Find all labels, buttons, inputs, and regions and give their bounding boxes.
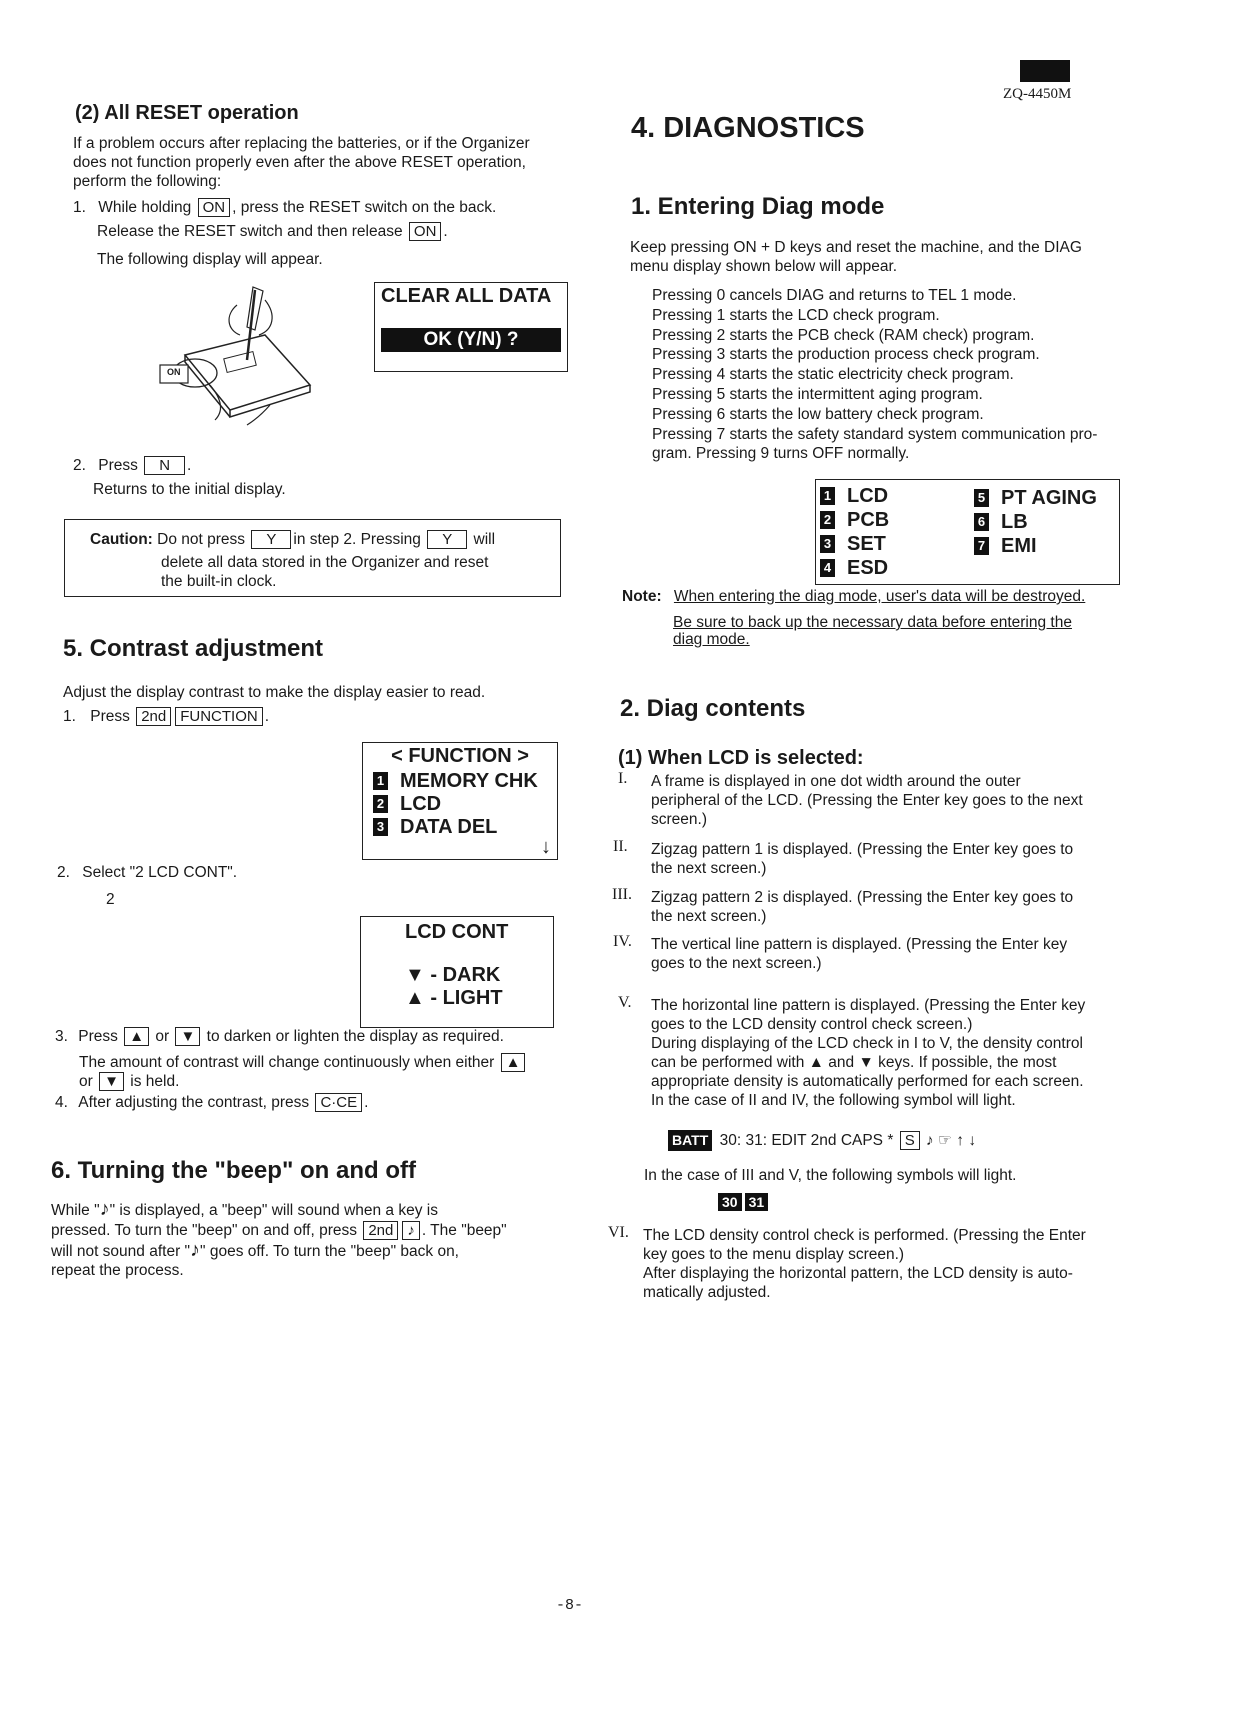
diag-note-2: Be sure to back up the necessary data before entering the	[673, 614, 1072, 631]
diag-list-item: Pressing 2 starts the PCB check (RAM check) program.	[652, 326, 1035, 344]
y-key: Y	[251, 530, 291, 549]
diag-list-item: Pressing 5 starts the intermittent aging program.	[652, 385, 983, 403]
contents-item-line: The vertical line pattern is displayed. (Pressing the Enter key	[651, 936, 1068, 953]
diag-menu-item	[820, 556, 889, 580]
symbol-31: 31	[745, 1193, 769, 1211]
contents-item-line: appropriate density is automatically performed for each screen.	[651, 1073, 1084, 1090]
diag-menu-label: EMI	[1001, 535, 1037, 557]
contents-item-line: screen.)	[651, 811, 707, 828]
header-black-tab	[1020, 60, 1070, 82]
diag-menu-item	[820, 508, 889, 532]
all-reset-step1b: Release the RESET switch and then release ON .	[97, 223, 448, 240]
contents-item-line: Zigzag pattern 2 is displayed. (Pressing the Enter key goes to	[651, 889, 1074, 906]
all-reset-step2-desc: Returns to the initial display.	[93, 481, 286, 498]
contents-item-line: goes to the LCD density control check screen.)	[651, 1016, 973, 1033]
caution-label: Caution:	[90, 531, 153, 548]
entering-intro: Keep pressing ON + D keys and reset the machine, and the DIAG menu display shown below will appear.	[630, 239, 1082, 275]
all-reset-step1: 1. While holding ON , press the RESET switch on the back.	[73, 199, 497, 216]
diag-menu-number: 4	[820, 559, 835, 577]
s-symbol: S	[900, 1131, 920, 1150]
all-reset-step2: 2. Press N .	[73, 457, 192, 474]
caution-box: Caution: Do not press Y in step 2. Pressing Y will delete all data stored in the Organizer and reset the built-in clock.	[64, 519, 561, 597]
diag-list-item: Pressing 1 starts the LCD check program.	[652, 306, 940, 324]
contents-item-text	[651, 935, 1067, 973]
down-key: ▼	[99, 1072, 124, 1091]
lcd-function-menu: < FUNCTION > 1 MEMORY CHK 2 LCD 3 DATA DEL ↓	[362, 742, 558, 860]
diag-list-item: gram. Pressing 9 turns OFF normally.	[652, 445, 910, 463]
menu-item-label: MEMORY CHK	[400, 770, 538, 792]
function-key: FUNCTION	[175, 707, 263, 726]
symbols-line: BATT 30: 31: EDIT 2nd CAPS * S ♪ ☞ ↑ ↓	[668, 1130, 976, 1151]
diag-list-item: Pressing 3 starts the production process check program.	[652, 346, 1040, 364]
diag-key-list	[652, 286, 1097, 464]
contrast-title: 5. Contrast adjustment	[63, 635, 324, 662]
diag-menu-number: 6	[974, 513, 989, 531]
page-number: -8-	[556, 1597, 584, 1614]
diag-menu-label: LCD	[847, 485, 889, 507]
batt-symbol: BATT	[668, 1130, 712, 1151]
diag-menu-item	[820, 484, 889, 508]
lcd-cont: LCD CONT ▼ - DARK ▲ - LIGHT	[360, 916, 554, 1028]
diag-menu-number: 1	[820, 487, 835, 505]
diag-contents-title: 2. Diag contents	[620, 695, 806, 722]
cce-key: C·CE	[315, 1093, 362, 1112]
up-key: ▲	[124, 1027, 149, 1046]
menu-item-number: 1	[373, 772, 388, 790]
diag-menu-item	[974, 534, 1097, 558]
2nd-key: 2nd	[136, 707, 171, 726]
diag-menu-item	[974, 486, 1097, 510]
note-icon: ♪	[99, 1198, 110, 1220]
y-key: Y	[427, 530, 467, 549]
contents-item-line: peripheral of the LCD. (Pressing the Enter key goes to the next	[651, 792, 1083, 809]
all-reset-step1c: The following display will appear.	[97, 251, 323, 268]
note-icon: ♪	[190, 1239, 201, 1261]
contents-item-line: During displaying of the LCD check in I to V, the density control	[651, 1035, 1083, 1052]
item-vi-num: VI.	[608, 1224, 629, 1241]
diag-menu-item	[820, 532, 889, 556]
contents-item-number: V.	[618, 994, 632, 1011]
on-key: ON	[198, 198, 231, 217]
diag-list-item: Pressing 7 starts the safety standard system communication pro-	[652, 425, 1098, 443]
contents-item-text	[651, 772, 1083, 829]
contents-item-text	[651, 888, 1073, 926]
contents-item-line: A frame is displayed in one dot width around the outer	[651, 773, 1021, 790]
beep-para: While "♪" is displayed, a "beep" will sound when a key is pressed. To turn the "beep" on and off, press 2nd ♪ . The "beep" will not sound after "♪" goes off. To turn the "beep" back on, repeat the process.	[51, 1198, 507, 1279]
menu-item-number: 2	[373, 795, 388, 813]
contents-item-line: the next screen.)	[651, 908, 767, 925]
n-key: N	[144, 456, 185, 475]
menu-item-label: DATA DEL	[400, 816, 498, 838]
contents-item-line: goes to the next screen.)	[651, 955, 822, 972]
diag-note: Note: When entering the diag mode, user's data will be destroyed.	[622, 588, 1086, 605]
model-number: ZQ-4450M	[1003, 86, 1072, 102]
contrast-step2: 2. Select "2 LCD CONT".	[57, 864, 238, 881]
lcd-ok-inverse: OK (Y/N) ?	[381, 328, 561, 352]
lcd-selected-title: (1) When LCD is selected:	[618, 747, 864, 769]
diag-menu-label: ESD	[847, 557, 889, 579]
diag-note-3: diag mode.	[673, 631, 750, 648]
menu-item	[373, 770, 557, 793]
reset-illustration	[155, 285, 315, 435]
menu-item-number: 3	[373, 818, 388, 836]
contrast-step1: 1. Press 2nd FUNCTION .	[63, 708, 270, 725]
diag-menu-number: 7	[974, 537, 989, 555]
up-key: ▲	[501, 1053, 526, 1072]
contrast-step3: 3. Press ▲ or ▼ to darken or lighten the display as required.	[55, 1028, 504, 1045]
entering-diag-title: 1. Entering Diag mode	[631, 193, 885, 220]
all-reset-title: (2) All RESET operation	[75, 102, 299, 124]
contents-item-text	[651, 996, 1085, 1110]
contents-item-line: the next screen.)	[651, 860, 767, 877]
item-vi-text	[643, 1226, 1086, 1302]
diag-menu-label: LB	[1001, 511, 1028, 533]
contents-item-number: IV.	[613, 933, 632, 950]
contents-item-number: III.	[612, 886, 632, 903]
diag-menu-number: 3	[820, 535, 835, 553]
diag-list-item: Pressing 6 starts the low battery check program.	[652, 405, 984, 423]
contrast-step3c: or ▼ is held.	[79, 1073, 180, 1090]
diag-menu-label: PCB	[847, 509, 890, 531]
contrast-intro: Adjust the display contrast to make the display easier to read.	[63, 684, 486, 701]
contents-item-line: can be performed with ▲ and ▼ keys. If possible, the most	[651, 1054, 1057, 1071]
down-key: ▼	[175, 1027, 200, 1046]
symbol-30: 30	[718, 1193, 742, 1211]
diag-menu-number: 2	[820, 511, 835, 529]
menu-item	[373, 793, 557, 816]
lcd-diag-menu	[815, 479, 1120, 585]
diag-menu-label: SET	[847, 533, 886, 555]
case-iii-v: In the case of III and V, the following symbols will light.	[644, 1167, 1017, 1184]
contents-item-text	[651, 840, 1073, 878]
all-reset-intro: If a problem occurs after replacing the batteries, or if the Organizer does not function properly even after the above RESET operation, perform the following:	[73, 135, 530, 190]
contents-item-line: In the case of II and IV, the following symbol will light.	[651, 1092, 1016, 1109]
contents-item-number: I.	[618, 770, 628, 787]
diag-list-item: Pressing 4 starts the static electricity check program.	[652, 366, 1014, 384]
contents-item-line: The horizontal line pattern is displayed. (Pressing the Enter key	[651, 997, 1086, 1014]
contrast-step4: 4. After adjusting the contrast, press C·CE .	[55, 1094, 369, 1111]
contrast-step2-sub: 2	[106, 891, 115, 908]
diag-menu-label: PT AGING	[1001, 487, 1097, 509]
contents-item-line: matically adjusted.	[643, 1284, 771, 1301]
on-key: ON	[409, 222, 442, 241]
beep-title: 6. Turning the "beep" on and off	[51, 1157, 416, 1184]
symbols-30-31	[718, 1193, 771, 1212]
menu-item	[373, 816, 557, 839]
contents-item-line: Zigzag pattern 1 is displayed. (Pressing the Enter key goes to	[651, 841, 1074, 858]
contrast-step3b: The amount of contrast will change continuously when either ▲	[79, 1053, 527, 1072]
menu-down-arrow: ↓	[541, 836, 551, 858]
diag-list-item: Pressing 0 cancels DIAG and returns to TEL 1 mode.	[652, 287, 1017, 304]
contents-item-line: The LCD density control check is performed. (Pressing the Enter	[643, 1227, 1086, 1244]
note-key: ♪	[402, 1221, 420, 1240]
menu-item-label: LCD	[400, 793, 442, 815]
illustration-on-label: ON	[167, 367, 181, 377]
diag-menu-item	[974, 510, 1097, 534]
lcd-clear-all-data: CLEAR ALL DATA OK (Y/N) ?	[374, 282, 568, 372]
note-label: Note:	[622, 588, 662, 605]
contents-item-line: key goes to the menu display screen.)	[643, 1246, 905, 1263]
contents-item-number: II.	[613, 838, 628, 855]
contents-item-line: After displaying the horizontal pattern, the LCD density is auto-	[643, 1265, 1073, 1282]
diag-menu-number: 5	[974, 489, 989, 507]
2nd-key: 2nd	[363, 1221, 398, 1240]
diagnostics-title: 4. DIAGNOSTICS	[631, 112, 865, 144]
